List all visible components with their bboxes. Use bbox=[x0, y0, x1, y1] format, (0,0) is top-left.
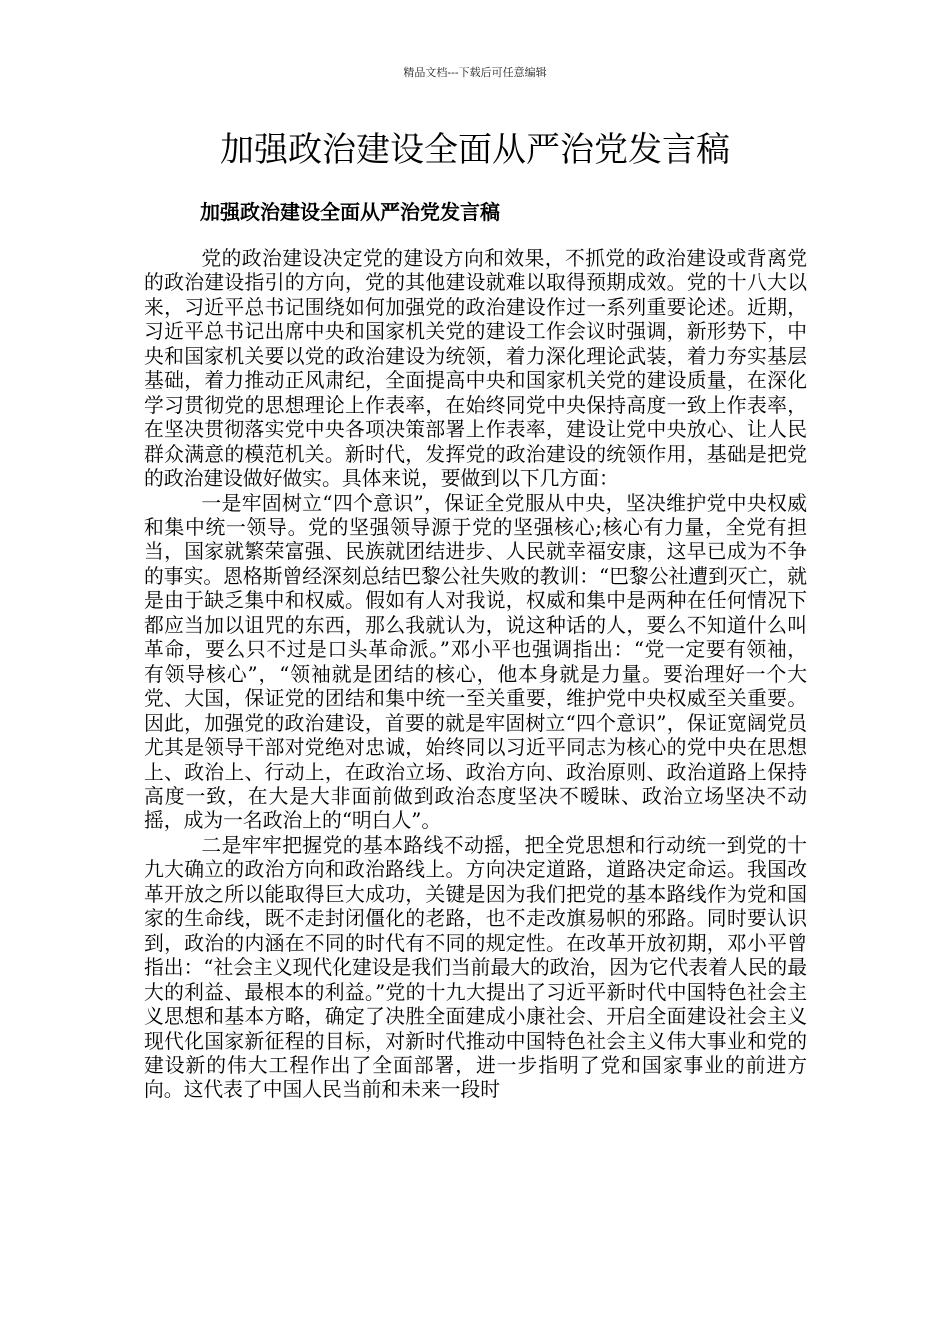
paragraph: 一是牢固树立“四个意识”，保证全党服从中央，坚决维护党中央权威和集中统一领导。党的坚强领导源于党的坚强核心;核心有力量，全党有担当，国家就繁荣富强、民族就团结进步、人民就幸福安康，这早已成为不争的事实。恩格斯曾经深刻总结巴黎公社失败的教训：“巴黎公社遭到灭亡，就是由于缺乏集中和权威。假如有人对我说，权威和集中是两种在任何情况下都应当加以诅咒的东西，那么我就认为，说这种话的人，要么不知道什么叫革命，要么只不过是口头革命派。”邓小平也强调指出：“党一定要有领袖，有领导核心”，“领袖就是团结的核心，他本身就是力量。要治理好一个大党、大国，保证党的团结和集中统一至关重要，维护党中央权威至关重要。因此，加强党的政治建设，首要的就是牢固树立“四个意识”，保证宽阔党员尤其是领导干部对党绝对忠诚，始终同以习近平同志为核心的党中央在思想上、政治上、行动上，在政治立场、政治方向、政治原则、政治道路上保持高度一致，在大是大非面前做到政治态度坚决不暧昧、政治立场坚决不动摇，成为一名政治上的“明白人”。 bbox=[144, 491, 807, 833]
paragraph: 党的政治建设决定党的建设方向和效果，不抓党的政治建设或背离党的政治建设指引的方向，党的其他建设就难以取得预期成效。党的十八大以来，习近平总书记围绕如何加强党的政治建设作过一系列重要论述。近期，习近平总书记出席中央和国家机关党的建设工作会议时强调，新形势下，中央和国家机关要以党的政治建设为统领，着力深化理论武装，着力夯实基层基础，着力推动正风肃纪，全面提高中央和国家机关党的建设质量，在深化学习贯彻党的思想理论上作表率，在始终同党中央保持高度一致上作表率，在坚决贯彻落实党中央各项决策部署上作表率，建设让党中央放心、让人民群众满意的模范机关。新时代，发挥党的政治建设的统领作用，基础是把党的政治建设做好做实。具体来说，要做到以下几方面： bbox=[144, 247, 807, 491]
document-subtitle: 加强政治建设全面从严治党发言稿 bbox=[200, 200, 500, 224]
document-body bbox=[144, 247, 807, 1103]
header-note: 精品文档---下载后可任意编辑 bbox=[403, 66, 547, 79]
paragraph: 二是牢牢把握党的基本路线不动摇，把全党思想和行动统一到党的十九大确立的政治方向和政治路线上。方向决定道路，道路决定命运。我国改革开放之所以能取得巨大成功，关键是因为我们把党的基本路线作为党和国家的生命线，既不走封闭僵化的老路，也不走改旗易帜的邪路。同时要认识到，政治的内涵在不同的时代有不同的规定性。在改革开放初期，邓小平曾指出：“社会主义现代化建设是我们当前最大的政治，因为它代表着人民的最大的利益、最根本的利益。”党的十九大提出了习近平新时代中国特色社会主义思想和基本方略，确定了决胜全面建成小康社会、开启全面建设社会主义现代化国家新征程的目标，对新时代推动中国特色社会主义伟大事业和党的建设新的伟大工程作出了全面部署，进一步指明了党和国家事业的前进方向。这代表了中国人民当前和未来一段时 bbox=[144, 833, 807, 1102]
document-title: 加强政治建设全面从严治党发言稿 bbox=[220, 130, 730, 170]
